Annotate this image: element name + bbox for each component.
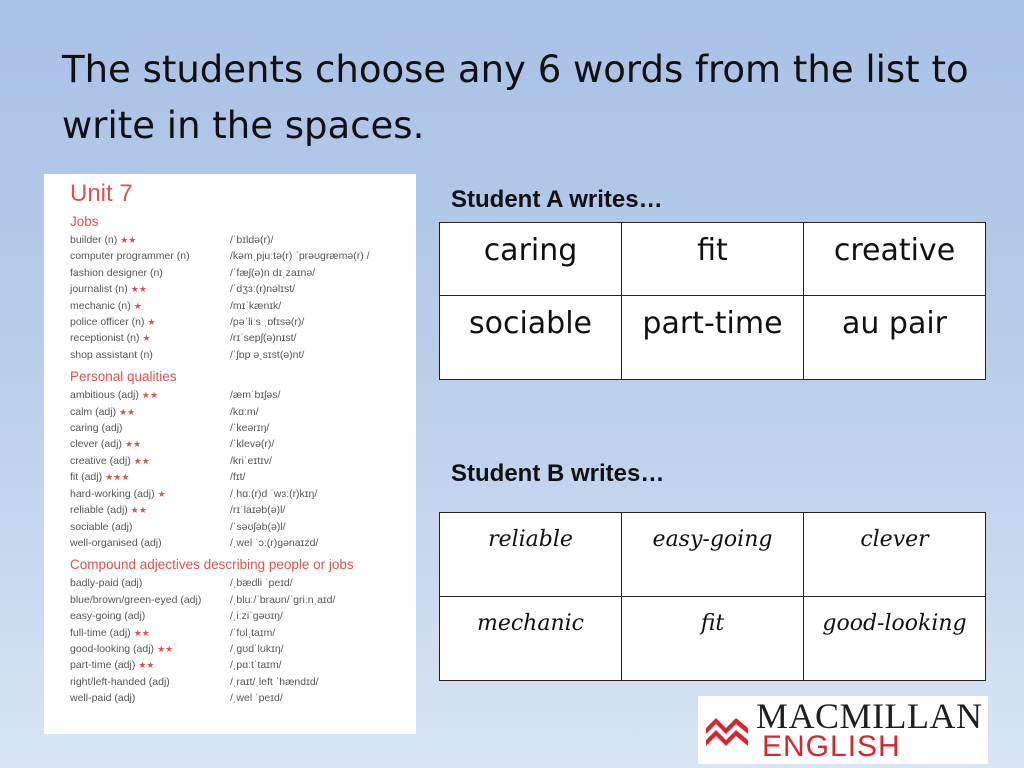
frequency-stars-icon: ★★ <box>138 660 155 671</box>
entry-pronunciation: /ˌiːziˈɡəʊɪŋ/ <box>230 610 283 623</box>
word-entry <box>70 404 406 420</box>
entry-pronunciation: /ˈkeərɪŋ/ <box>230 422 270 435</box>
frequency-stars-icon: ★★ <box>133 455 150 466</box>
entry-pronunciation: /ˈʃɒp əˌsɪst(ə)nt/ <box>230 348 305 361</box>
entry-word-text: part-time (adj) <box>70 659 136 672</box>
entry-word <box>70 248 230 264</box>
entry-word <box>70 232 230 248</box>
word-entry <box>70 486 406 502</box>
frequency-stars-icon: ★ <box>147 317 156 328</box>
word-entry <box>70 314 406 330</box>
entry-pronunciation: /ˌɡʊdˈlʊkɪŋ/ <box>230 642 284 655</box>
entry-word <box>70 592 230 608</box>
frequency-stars-icon: ★ <box>157 488 166 499</box>
word-list-sections <box>70 214 406 707</box>
entry-word <box>70 690 230 706</box>
table-cell: good-looking <box>804 597 986 681</box>
word-entry <box>70 453 406 469</box>
entry-word-text: fit (adj) <box>70 471 103 484</box>
entry-pronunciation: /kriˈeɪtɪv/ <box>230 454 272 467</box>
table-cell: creative <box>804 223 986 296</box>
entry-pronunciation: /ˌwel ˈpeɪd/ <box>230 692 283 705</box>
entry-word-text: creative (adj) <box>70 454 131 467</box>
entry-pronunciation: /ˌbædli ˈpeɪd/ <box>230 577 293 590</box>
entry-word <box>70 641 230 657</box>
student-a-table <box>439 222 986 380</box>
entry-word-text: easy-going (adj) <box>70 610 146 623</box>
table-cell: caring <box>440 223 622 296</box>
frequency-stars-icon: ★ <box>133 300 142 311</box>
entry-pronunciation: /ˈklevə(r)/ <box>230 438 275 451</box>
entry-word-text: calm (adj) <box>70 405 117 418</box>
word-entry <box>70 436 406 452</box>
entry-word <box>70 657 230 673</box>
entry-pronunciation: /ˌwel ˈɔː(r)ɡənaɪzd/ <box>230 536 319 549</box>
frequency-stars-icon: ★★ <box>124 439 142 450</box>
entry-word-text: hard-working (adj) <box>70 487 155 500</box>
table-row <box>440 296 986 380</box>
entry-word <box>70 298 230 314</box>
entry-pronunciation: /rɪˈlaɪəb(ə)l/ <box>230 504 286 517</box>
entry-word <box>70 436 230 452</box>
entry-word-text: well-organised (adj) <box>70 536 162 549</box>
student-b-label: Student B writes… <box>451 460 665 487</box>
table-cell: mechanic <box>440 597 622 681</box>
entry-pronunciation: /pəˈliːs ˌɒfɪsə(r)/ <box>230 316 305 329</box>
macmillan-mark-icon <box>704 710 752 750</box>
frequency-stars-icon: ★★★ <box>105 472 130 483</box>
table-cell: reliable <box>440 513 622 597</box>
entry-word-text: right/left-handed (adj) <box>70 675 170 688</box>
entry-pronunciation: /rɪˈsepʃ(ə)nɪst/ <box>230 332 297 345</box>
entry-word-text: caring (adj) <box>70 422 123 435</box>
word-entry <box>70 674 406 690</box>
entry-pronunciation: /ˌbluː/ˈbraʊn/ˈɡriːnˌaɪd/ <box>230 593 336 606</box>
entry-pronunciation: /ˌpɑːtˈtaɪm/ <box>230 659 282 672</box>
slide-title: The students choose any 6 words from the list to write in the spaces. <box>62 48 969 147</box>
entry-word-text: full-time (adj) <box>70 626 131 639</box>
word-entry <box>70 625 406 641</box>
entry-word <box>70 535 230 551</box>
word-entry <box>70 657 406 673</box>
table-cell: part-time <box>622 296 804 380</box>
entry-word <box>70 404 230 420</box>
entry-word <box>70 314 230 330</box>
entry-pronunciation: /ˈbɪldə(r)/ <box>230 234 274 246</box>
word-entry <box>70 387 406 403</box>
word-entry <box>70 575 406 591</box>
entry-word <box>70 519 230 535</box>
entry-word <box>70 469 230 485</box>
entry-pronunciation: /mɪˈkænɪk/ <box>230 299 282 312</box>
word-entry <box>70 592 406 608</box>
word-entry <box>70 265 406 281</box>
table-cell: easy-going <box>622 513 804 597</box>
word-entry <box>70 519 406 535</box>
entry-word <box>70 347 230 363</box>
entry-word <box>70 502 230 518</box>
entry-word-text: blue/brown/green-eyed (adj) <box>70 593 202 606</box>
section-heading: Personal qualities <box>70 369 177 385</box>
entry-word <box>70 453 230 469</box>
frequency-stars-icon: ★★ <box>133 627 150 638</box>
entry-word <box>70 281 230 297</box>
word-entry <box>70 248 406 264</box>
entry-word <box>70 420 230 436</box>
word-entry <box>70 330 406 346</box>
entry-word-text: computer programmer (n) <box>70 250 190 263</box>
logo-main-text: MACMILLAN <box>756 696 983 736</box>
frequency-stars-icon: ★★ <box>141 390 159 401</box>
table-cell: clever <box>804 513 986 597</box>
entry-pronunciation: /ˈfæʃ(ə)n dɪˌzaɪnə/ <box>230 266 316 279</box>
section-heading: Compound adjectives describing people or jobs <box>70 557 354 573</box>
entry-word-text: badly-paid (adj) <box>70 577 143 590</box>
unit-word-list <box>44 174 416 734</box>
entry-pronunciation: /kəmˌpjuːtə(r) ˈprəʊɡræmə(r) / <box>230 250 370 263</box>
word-entry <box>70 232 406 248</box>
entry-word-text: well-paid (adj) <box>70 692 136 705</box>
entry-word-text: good-looking (adj) <box>70 642 155 655</box>
frequency-stars-icon: ★★ <box>157 643 174 654</box>
entry-word <box>70 265 230 281</box>
entry-word-text: journalist (n) <box>70 283 128 296</box>
table-cell: fit <box>622 223 804 296</box>
entry-pronunciation: /ˈsəʊʃəb(ə)l/ <box>230 520 286 533</box>
entry-word <box>70 608 230 624</box>
word-entry <box>70 535 406 551</box>
word-entry <box>70 298 406 314</box>
word-entry <box>70 608 406 624</box>
word-entry <box>70 690 406 706</box>
table-cell: sociable <box>440 296 622 380</box>
table-cell: fit <box>622 597 804 681</box>
entry-pronunciation: /ˌraɪt/ˌleft ˈhændɪd/ <box>230 675 319 688</box>
entry-word <box>70 486 230 502</box>
entry-word-text: receptionist (n) <box>70 332 140 345</box>
entry-word-text: shop assistant (n) <box>70 348 153 361</box>
entry-word-text: fashion designer (n) <box>70 266 163 279</box>
table-cell: au pair <box>804 296 986 380</box>
entry-word <box>70 674 230 690</box>
logo-sub-text: ENGLISH <box>762 730 901 763</box>
table-row <box>440 597 986 681</box>
entry-word <box>70 330 230 346</box>
frequency-stars-icon: ★★ <box>119 406 136 417</box>
entry-word <box>70 625 230 641</box>
entry-word-text: builder (n) <box>70 234 118 246</box>
frequency-stars-icon: ★★ <box>130 284 147 295</box>
word-entry <box>70 469 406 485</box>
frequency-stars-icon: ★★ <box>130 505 147 516</box>
entry-word-text: mechanic (n) <box>70 299 131 312</box>
entry-pronunciation: /kɑːm/ <box>230 405 259 418</box>
table-row <box>440 223 986 296</box>
entry-pronunciation: /ˈdʒɜː(r)nəlɪst/ <box>230 283 296 296</box>
entry-word <box>70 575 230 591</box>
table-row <box>440 513 986 597</box>
student-a-label: Student A writes… <box>451 186 663 213</box>
macmillan-english-logo <box>698 696 988 764</box>
entry-word-text: reliable (adj) <box>70 504 128 517</box>
entry-word <box>70 387 230 403</box>
entry-word-text: clever (adj) <box>70 438 122 451</box>
frequency-stars-icon: ★★ <box>120 235 137 245</box>
entry-pronunciation: /fɪt/ <box>230 471 246 484</box>
word-entry <box>70 502 406 518</box>
entry-word-text: police officer (n) <box>70 316 145 329</box>
frequency-stars-icon: ★ <box>142 333 151 344</box>
student-b-table <box>439 512 986 681</box>
entry-pronunciation: /ˌhɑː(r)d ˈwɜː(r)kɪŋ/ <box>230 487 318 500</box>
entry-word-text: ambitious (adj) <box>70 389 139 402</box>
entry-pronunciation: /ˈfʊlˌtaɪm/ <box>230 626 276 639</box>
word-entry <box>70 281 406 297</box>
word-entry <box>70 420 406 436</box>
word-entry <box>70 347 406 363</box>
word-entry <box>70 641 406 657</box>
unit-title: Unit 7 <box>70 180 133 207</box>
entry-word-text: sociable (adj) <box>70 520 133 533</box>
section-heading: Jobs <box>70 214 99 229</box>
entry-pronunciation: /æmˈbɪʃəs/ <box>230 389 281 402</box>
